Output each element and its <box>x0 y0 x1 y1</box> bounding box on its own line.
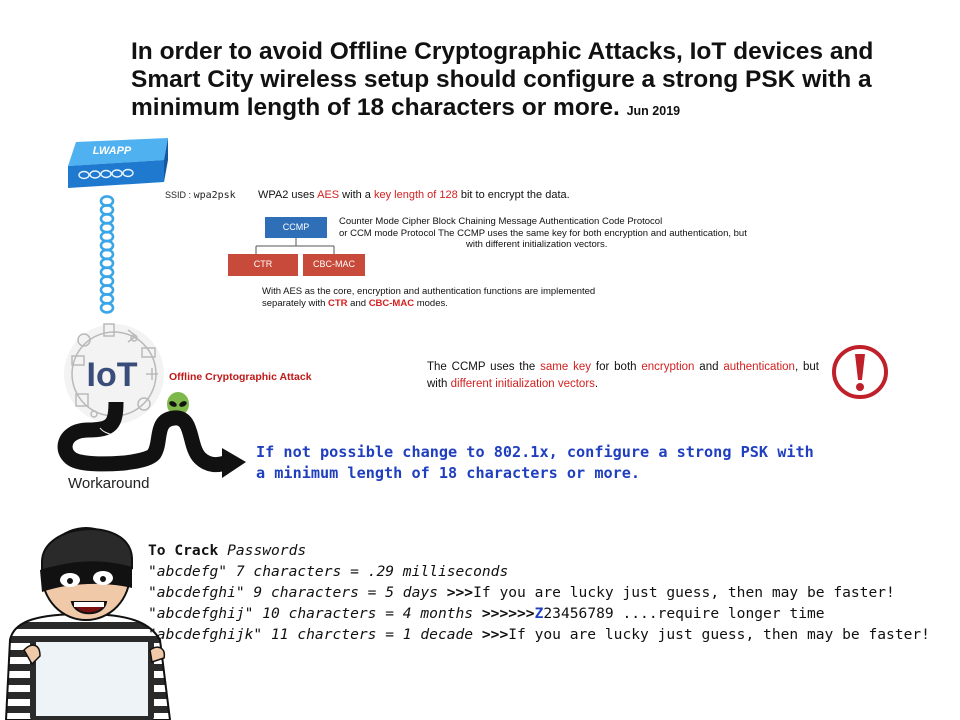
wpa2-statement <box>258 189 570 201</box>
crack-row <box>148 624 958 645</box>
recommendation-line-1: If not possible change to 802.1x, configure a strong PSK with <box>256 443 814 461</box>
iot-label: IoT <box>86 356 138 394</box>
workaround-label: Workaround <box>68 475 150 492</box>
crack-row-note: If you are lucky just guess, then may be faster! <box>508 626 930 643</box>
recommendation-line-2: a minimum length of 18 characters or more. <box>256 464 641 482</box>
ssid-field <box>165 190 236 201</box>
wpa2-key-length: key length of 128 <box>373 189 458 201</box>
ssid-value: wpa2psk <box>193 190 236 201</box>
crack-heading-italic: Passwords <box>218 542 307 559</box>
crack-row-note: If you are lucky just guess, then may be faster! <box>473 584 895 601</box>
aes-note-cbc-mac: CBC-MAC <box>368 297 415 309</box>
same-key-text-b: for both <box>591 361 642 373</box>
aes-note-end: modes. <box>414 297 448 309</box>
same-key-text-d: , but with <box>427 361 820 390</box>
crack-heading <box>148 540 958 561</box>
wpa2-text-3: bit to encrypt the data. <box>457 189 570 201</box>
wpa2-aes: AES <box>317 189 340 201</box>
ccmp-desc-line-3: with different initialization vectors. <box>466 239 608 250</box>
aes-note-ctr: CTR <box>328 297 348 309</box>
headline-date: Jun 2019 <box>626 104 681 118</box>
crack-row <box>148 582 958 603</box>
ccmp-box: CCMP <box>265 217 327 238</box>
access-point-icon <box>60 134 172 192</box>
aes-note-and: and <box>347 297 369 309</box>
workaround-path-arrow <box>50 398 250 484</box>
headline <box>131 38 931 125</box>
crack-row-arrow: >>> <box>446 584 474 601</box>
aes-note-text: separately with <box>262 297 329 309</box>
headline-text: In order to avoid Offline Cryptographic Attacks, IoT devices and Smart City wireless setup should configure a strong PSK with a minimum length of 18 characters or more. <box>131 38 874 121</box>
crack-row-case: "abcdefghijk" 11 charcters = 1 decade <box>148 626 482 643</box>
ssid-label: SSID : <box>165 190 192 200</box>
crack-row <box>148 561 958 582</box>
aes-note-line-2 <box>262 298 742 310</box>
ccmp-same-key-note <box>427 359 819 393</box>
aes-note-line-1: With AES as the core, encryption and authentication functions are implemented <box>262 286 596 297</box>
crack-passwords-section <box>148 540 958 645</box>
same-key-text-a: The CCMP uses the <box>427 361 541 373</box>
same-key-encryption: encryption <box>641 361 695 373</box>
warning-exclamation-icon <box>830 344 890 400</box>
recommendation <box>256 442 876 484</box>
cbc-mac-box: CBC-MAC <box>303 254 365 276</box>
crack-row <box>148 603 958 624</box>
access-point-label: LWAPP <box>92 145 132 157</box>
offline-attack-label: Offline Cryptographic Attack <box>169 371 312 383</box>
same-key-authentication: authentication <box>723 361 795 373</box>
wpa2-text-1: WPA2 uses <box>258 189 318 201</box>
crack-row-note: 23456789 ....require longer time <box>543 605 825 622</box>
same-key-highlight: same key <box>540 361 592 373</box>
wpa2-text-2: with a <box>339 189 374 201</box>
crack-row-z: Z <box>534 605 544 622</box>
ccmp-desc-line-1: Counter Mode Cipher Block Chaining Message Authentication Code Protocol <box>339 216 663 227</box>
crack-row-arrow: >>> <box>481 626 509 643</box>
crack-row-case: "abcdefg" 7 characters = .29 milliseconds <box>148 563 509 580</box>
same-key-text-c: and <box>694 361 724 373</box>
aes-note <box>262 286 742 309</box>
crack-row-case: "abcdefghi" 9 characters = 5 days <box>148 584 447 601</box>
ccmp-description <box>339 216 879 251</box>
crack-heading-bold: To Crack <box>148 542 219 559</box>
crack-row-arrow: >>>>>> <box>481 605 535 622</box>
crack-row-case: "abcdefghij" 10 characters = 4 months <box>148 605 482 622</box>
same-key-different-vectors: different initialization vectors <box>450 378 595 390</box>
ccmp-desc-line-2: or CCM mode Protocol The CCMP uses the same key for both encryption and authentication, but <box>339 227 747 239</box>
ctr-box: CTR <box>228 254 298 276</box>
wireless-signal-coil-icon <box>96 195 118 317</box>
same-key-text-e: . <box>594 378 599 390</box>
